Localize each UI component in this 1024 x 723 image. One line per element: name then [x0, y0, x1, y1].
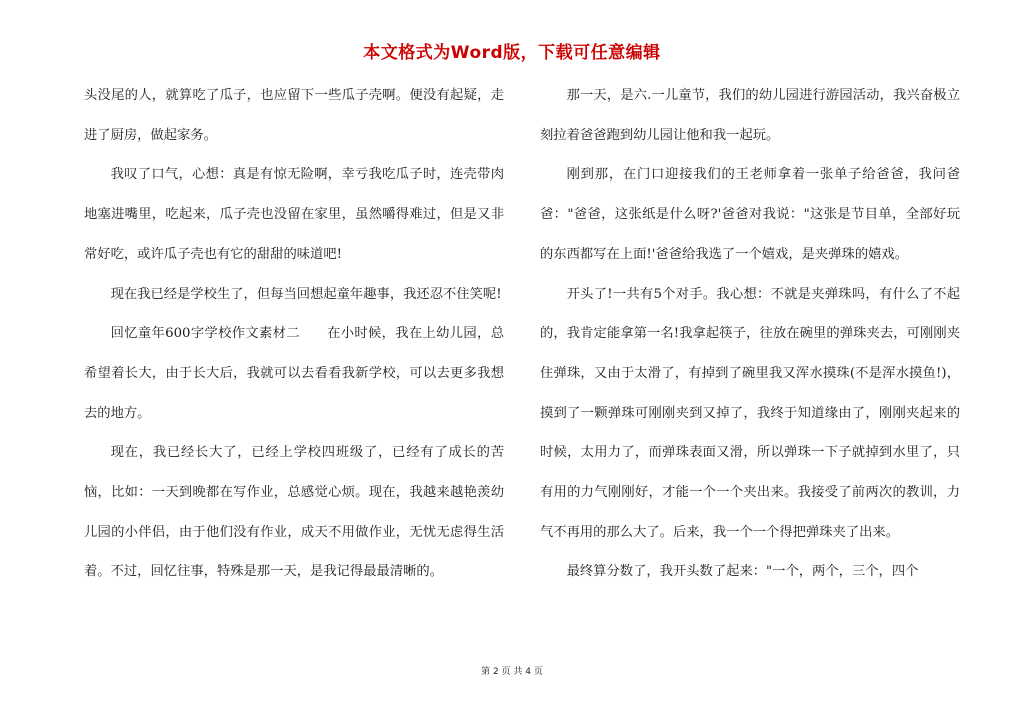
paragraph: 现在我已经是学校生了，但每当回想起童年趣事，我还忍不住笑呢! — [110, 286, 502, 302]
paragraph: 回忆童年600字学校作文素材二 在小时候，我在上幼儿园，总希望着长大，由于长大后，我就可以去看看我新学校，可以去更多我想去的地方。 — [84, 326, 504, 421]
paragraph: 头没尾的人，就算吃了瓜子，也应留下一些瓜子壳啊。便没有起疑，走进了厨房，做起家务。 — [84, 88, 504, 143]
paragraph: 开头了!一共有5个对手。我心想：不就是夹弹珠吗，有什么了不起的，我肯定能拿第一名!我拿起筷子，往放在碗里的弹珠夹去，可刚刚夹住弹珠，又由于太滑了，有掉到了碗里我又浑水摸珠(不是浑水摸鱼!)，摸到了一颗弹珠可刚刚夹到又掉了，我终于知道缘由了，刚刚夹起来的时候，太用力了，而弹珠表面又滑，所以弹珠一下子就掉到水里了，只有用的力气刚刚好，才能一个一个夹出来。我接受了前两次的教训，力气不再用的那么大了。后来，我一个一个得把弹珠夹了出来。 — [540, 286, 960, 540]
paragraph: 我叹了口气，心想：真是有惊无险啊，幸亏我吃瓜子时，连壳带肉地塞进嘴里，吃起来，瓜子壳也没留在家里，虽然嚼得难过，但是又非常好吃，或许瓜子壳也有它的甜甜的味道吧! — [84, 167, 504, 262]
paragraph: 现在，我已经长大了，已经上学校四班级了，已经有了成长的苦恼，比如：一天到晚都在写作业，总感觉心烦。现在，我越来越艳羡幼儿园的小伴侣，由于他们没有作业，成天不用做作业，无忧无虑得生活着。不过，回忆往事，特殊是那一天，是我记得最最清晰的。 — [84, 445, 504, 580]
document-header-title: 本文格式为Word版，下载可任意编辑 — [363, 43, 661, 63]
right-text-column — [540, 76, 960, 592]
paragraph: 刚到那，在门口迎接我们的王老师拿着一张单子给爸爸，我问爸爸："爸爸，这张纸是什么呀?'爸爸对我说："这张是节目单，全部好玩的东西都写在上面!'爸爸给我选了一个嬉戏，是夹弹珠的嬉戏。 — [540, 167, 960, 262]
paragraph: 最终算分数了，我开头数了起来："一个，两个，三个，四个 — [566, 564, 919, 580]
paragraph: 那一天，是六.一儿童节，我们的幼儿园进行游园活动，我兴奋极立刻拉着爸爸跑到幼儿园让他和我一起玩。 — [540, 88, 960, 143]
left-text-column — [84, 76, 504, 592]
page-number-footer: 第 2 页 共 4 页 — [481, 667, 543, 677]
